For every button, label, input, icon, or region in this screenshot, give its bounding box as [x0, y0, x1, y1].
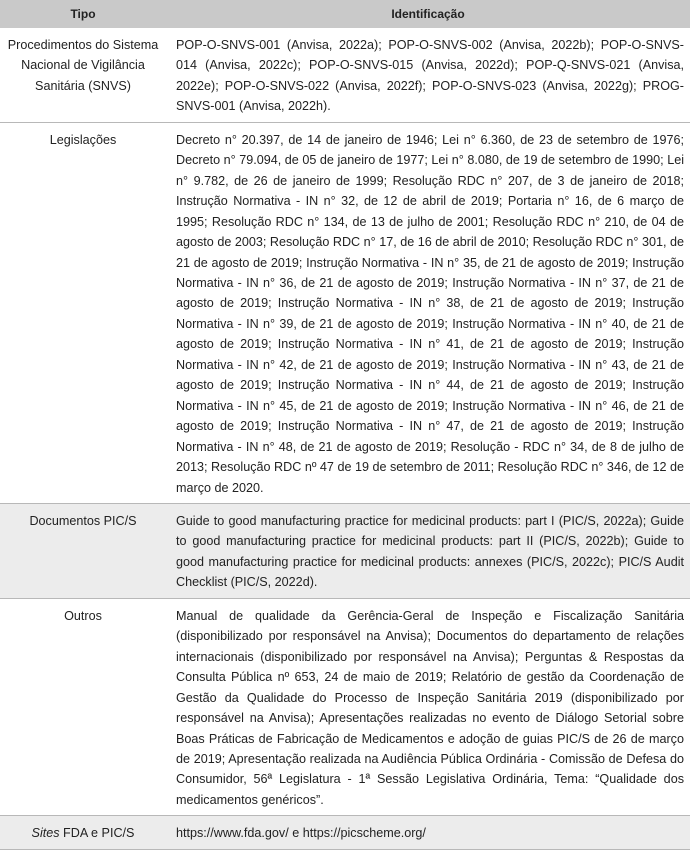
- row-tipo-rest: FDA e PIC/S: [63, 826, 135, 841]
- header-tipo: Tipo: [0, 0, 166, 28]
- row-identificacao: Guide to good manufacturing practice for medicinal products: part I (PIC/S, 2022a); Guide to good manufacturing practice for medicinal products: part II (PIC/S, 2022b); Guide to good manufacturing practice for medicinal products: annexes (PIC/S, 2022c); PIC/S Audit Checklist (PIC/S, 2022d).: [166, 503, 690, 598]
- header-identificacao: Identificação: [166, 0, 690, 28]
- row-tipo-italic: Sites: [31, 826, 60, 841]
- row-identificacao: POP-O-SNVS-001 (Anvisa, 2022a); POP-O-SNVS-002 (Anvisa, 2022b); POP-O-SNVS-014 (Anvisa, 2022c); POP-O-SNVS-015 (Anvisa, 2022d); POP-Q-SNVS-021 (Anvisa, 2022e); POP-O-SNVS-022 (Anvisa, 2022f); POP-O-SNVS-023 (Anvisa, 2022g); PROG-SNVS-001 (Anvisa, 2022h).: [166, 28, 690, 122]
- row-identificacao: Manual de qualidade da Gerência-Geral de Inspeção e Fiscalização Sanitária (disponibilizado por responsável na Anvisa); Documentos do departamento de relações internacionais (disponibilizado por responsável na Anvisa); Perguntas & Respostas da Consulta Pública nº 653, 24 de maio de 2019; Relatório de gestão da Coordenação de Gestão da Qualidade do Processo de Inspeção Sanitária 2019 (disponibilizado por responsável na Anvisa); Apresentações realizadas no evento de Diálogo Setorial sobre Boas Práticas de Fabricação de Medicamentos e adoção de guias PIC/S de 26 de março de 2019; Apresentação realizada na Audiência Pública Ordinária - Comissão de Defesa do Consumidor, 56ª Legislatura - 1ª Sessão Legislativa Ordinária, Tema: “Qualidade dos medicamentos genéricos”.: [166, 598, 690, 816]
- table-row: [0, 503, 690, 598]
- table-row: [0, 598, 690, 816]
- table-row: [0, 122, 690, 503]
- row-tipo: [0, 816, 166, 850]
- table-row: [0, 28, 690, 122]
- table-row: [0, 816, 690, 850]
- row-identificacao-links: https://www.fda.gov/ e https://picscheme.org/: [166, 816, 690, 850]
- table-header-row: [0, 0, 690, 28]
- row-tipo: Outros: [0, 598, 166, 816]
- row-tipo: Documentos PIC/S: [0, 503, 166, 598]
- row-identificacao: Decreto n° 20.397, de 14 de janeiro de 1946; Lei n° 6.360, de 23 de setembro de 1976; Decreto n° 79.094, de 05 de janeiro de 1977; Lei n° 8.080, de 19 de setembro de 1990; Lei n° 9.782, de 26 de janeiro de 1999; Resolução RDC n° 207, de 3 de janeiro de 2018; Instrução Normativa - IN n° 32, de 12 de abril de 2019; Portaria n° 16, de 6 março de 1995; Resolução RDC n° 134, de 13 de julho de 2001; Resolução RDC n° 210, de 04 de agosto de 2003; Resolução RDC n° 17, de 16 de abril de 2010; Resolução RDC n° 301, de 21 de agosto de 2019; Instrução Normativa - IN n° 35, de 21 de agosto de 2019; Instrução Normativa - IN n° 36, de 21 de agosto de 2019; Instrução Normativa - IN n° 37, de 21 de agosto de 2019; Instrução Normativa - IN n° 38, de 21 de agosto de 2019; Instrução Normativa - IN n° 39, de 21 de agosto de 2019; Instrução Normativa - IN n° 40, de 21 de agosto de 2019; Instrução Normativa - IN n° 41, de 21 de agosto de 2019; Instrução Normativa - IN n° 42, de 21 de agosto de 2019; Instrução Normativa - IN n° 43, de 21 de agosto de 2019; Instrução Normativa - IN n° 44, de 21 de agosto de 2019; Instrução Normativa - IN n° 45, de 21 de agosto de 2019; Instrução Normativa - IN n° 46, de 21 de agosto de 2019; Instrução Normativa - IN n° 47, de 21 de agosto de 2019; Instrução Normativa - IN n° 48, de 21 de agosto de 2019; Resolução - RDC n° 34, de 8 de julho de 2013; Resolução RDC nº 47 de 19 de setembro de 2011; Resolução RDC n° 346, de 12 de março de 2020.: [166, 122, 690, 503]
- row-tipo: Procedimentos do Sistema Nacional de Vigilância Sanitária (SNVS): [0, 28, 166, 122]
- row-tipo: Legislações: [0, 122, 166, 503]
